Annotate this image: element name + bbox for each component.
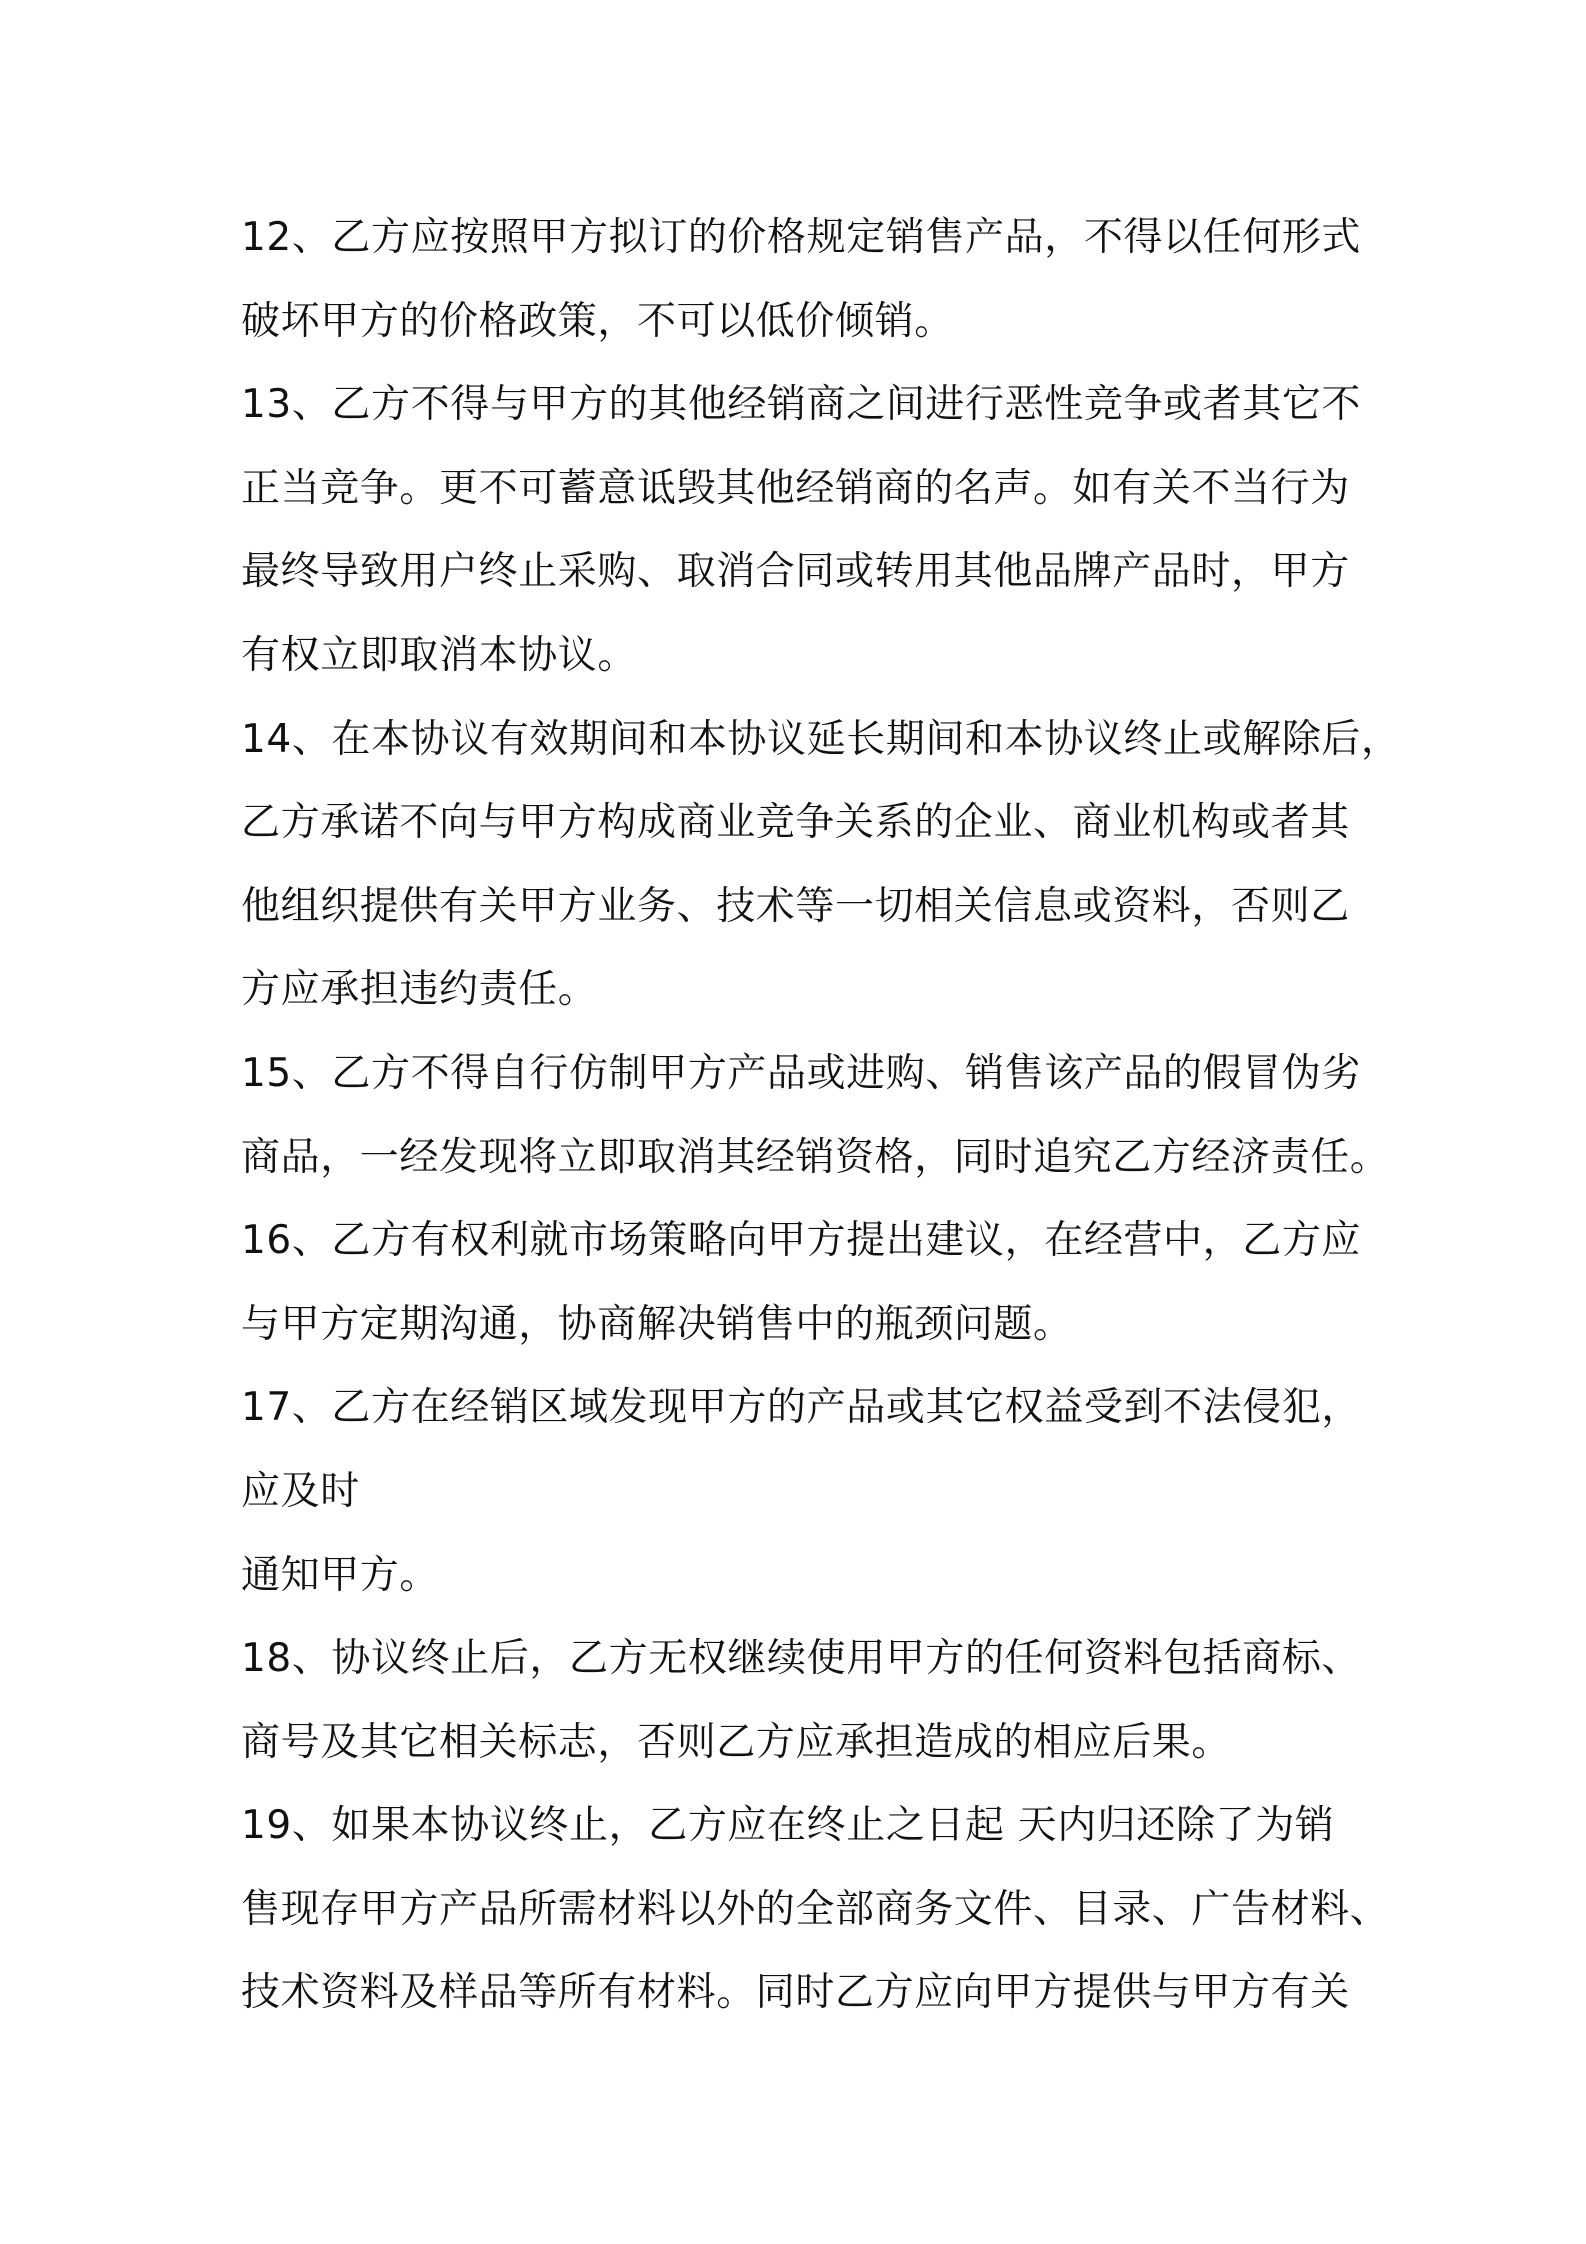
contract-text bbox=[241, 196, 1401, 2035]
text-line: 通知甲方。 bbox=[241, 1552, 440, 1598]
text-line: 他组织提供有关甲方业务、技术等一切相关信息或资料，否则乙 bbox=[241, 883, 1350, 929]
text-line: 乙方承诺不向与甲方构成商业竞争关系的企业、商业机构或者其 bbox=[241, 800, 1350, 846]
text-line: 与甲方定期沟通，协商解决销售中的瓶颈问题。 bbox=[241, 1301, 1073, 1347]
text-line: 应及时 bbox=[241, 1468, 360, 1514]
text-line: 18、协议终止后，乙方无权继续使用甲方的任何资料包括商标、 bbox=[241, 1636, 1362, 1682]
text-line: 16、乙方有权利就市场策略向甲方提出建议，在经营中，乙方应 bbox=[241, 1218, 1362, 1264]
text-line: 13、乙方不得与甲方的其他经销商之间进行恶性竞争或者其它不 bbox=[241, 382, 1362, 428]
text-line: 方应承担违约责任。 bbox=[241, 967, 598, 1013]
text-line: 售现存甲方产品所需材料以外的全部商务文件、目录、广告材料、 bbox=[241, 1886, 1390, 1932]
text-line: 商品，一经发现将立即取消其经销资格，同时追究乙方经济责任。 bbox=[241, 1134, 1390, 1180]
text-line: 商号及其它相关标志，否则乙方应承担造成的相应后果。 bbox=[241, 1719, 1232, 1765]
text-line: 12、乙方应按照甲方拟订的价格规定销售产品，不得以任何形式 bbox=[241, 215, 1362, 260]
text-line: 17、乙方在经销区域发现甲方的产品或其它权益受到不法侵犯， bbox=[241, 1385, 1362, 1431]
text-line: 15、乙方不得自行仿制甲方产品或进购、销售该产品的假冒伪劣 bbox=[241, 1050, 1362, 1096]
text-line: 破坏甲方的价格政策，不可以低价倾销。 bbox=[241, 298, 954, 344]
text-line: 技术资料及样品等所有材料。同时乙方应向甲方提供与甲方有关 bbox=[241, 1970, 1350, 2016]
text-line: 最终导致用户终止采购、取消合同或转用其他品牌产品时，甲方 bbox=[241, 549, 1350, 595]
text-line: 19、如果本协议终止，乙方应在终止之日起 天内归还除了为销 bbox=[241, 1803, 1335, 1849]
text-line: 14、在本协议有效期间和本协议延长期间和本协议终止或解除后， bbox=[241, 716, 1401, 762]
text-line: 有权立即取消本协议。 bbox=[241, 632, 638, 678]
text-line: 正当竞争。更不可蓄意诋毁其他经销商的名声。如有关不当行为 bbox=[241, 465, 1350, 511]
